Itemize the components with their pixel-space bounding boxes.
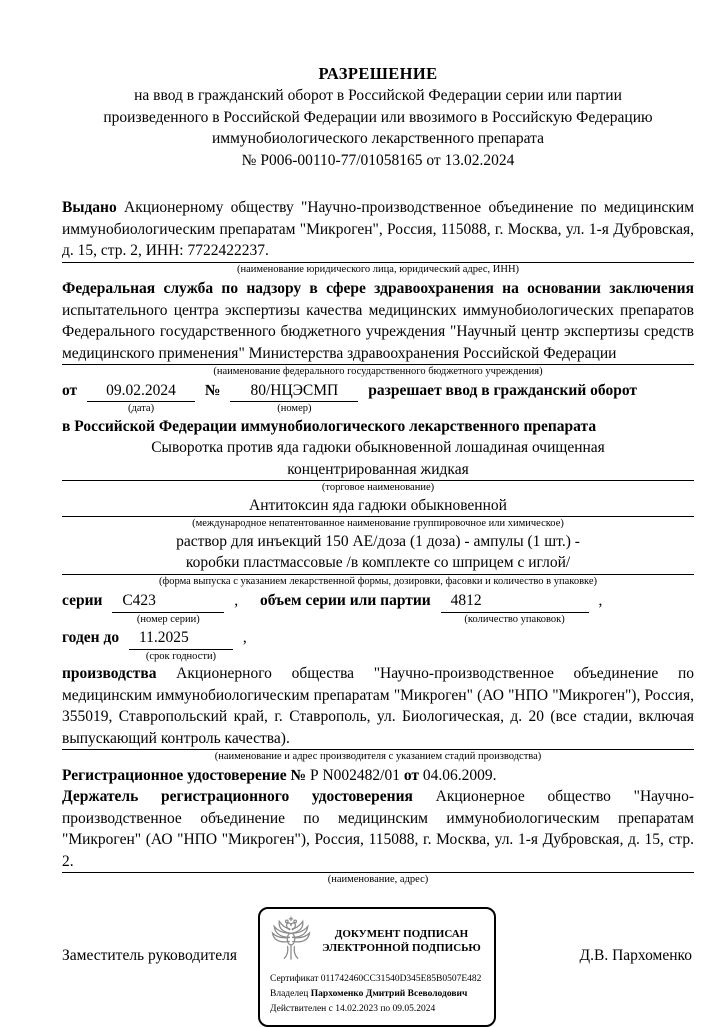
e-signature-stamp: [258, 907, 496, 1027]
inn-caption: (международное непатентованное наименование группировочное или химическое): [62, 517, 694, 531]
series-row: [62, 590, 694, 626]
decision-number-caption: (номер): [230, 402, 358, 416]
holder-paragraph: [62, 786, 694, 872]
decision-in-rf-line: в Российской Федерации иммунобиологического лекарственного препарата: [62, 416, 694, 438]
header-line-3: иммунобиологического лекарственного препарата: [62, 128, 694, 150]
series-caption: (номер серии): [112, 613, 224, 627]
expiry-comma: ,: [243, 627, 247, 649]
stamp-cert-label: Сертификат: [270, 974, 318, 984]
double-headed-eagle-icon: [270, 916, 312, 967]
decision-date-value: 09.02.2024: [87, 380, 195, 403]
header-line-2: произведенного в Российской Федерации или ввозимого в Российскую Федерацию: [62, 107, 694, 129]
form-caption: (форма выпуска с указанием лекарственной формы, дозировки, фасовки и количество в упаковке): [62, 575, 694, 589]
stamp-validity-line: Действителен с 14.02.2023 по 09.05.2024: [270, 1002, 484, 1016]
authority-label: Федеральная служба по надзору в сфере здравоохранения на основании заключения: [62, 280, 694, 297]
authority-text: испытательного центра экспертизы качества медицинских иммунобиологических препаратов Федерального государственного бюджетного учреждения "Научный центр экспертизы средств медицинского применения" Министерства здравоохранения Российской Федерации: [62, 302, 694, 362]
form-line-1: раствор для инъекций 150 АЕ/доза (1 доза) - ампулы (1 шт.) -: [62, 531, 694, 553]
signer-position: Заместитель руководителя: [62, 907, 258, 1027]
stamp-cert-value: 011742460CC31540D345E85B0507E482: [321, 974, 482, 984]
registration-label: Регистрационное удостоверение №: [62, 767, 306, 784]
inn-name-line: Антитоксин яда гадюки обыкновенной: [62, 495, 694, 517]
decision-row: [62, 380, 694, 416]
authority-caption: (наименование федерального государственного бюджетного учреждения): [62, 365, 694, 379]
expiry-label: годен до: [62, 627, 119, 649]
issued-caption: (наименование юридического лица, юридический адрес, ИНН): [62, 263, 694, 277]
decision-number-sign: №: [205, 380, 221, 402]
trade-name-line-1: Сыворотка против яда гадюки обыкновенной лошадиная очищенная: [62, 437, 694, 459]
volume-comma: ,: [598, 590, 602, 612]
series-label: серии: [62, 590, 102, 612]
decision-number-value: 80/НЦЭСМП: [230, 380, 358, 403]
manufacturer-text: Акционерного общества "Научно-производственное объединение по медицинским иммунобиологическим препаратам "Микроген" (АО "НПО "Микроген"), Россия, 355019, Ставропольский край, г. Ставрополь, ул. Биологическая, д. 20 (все стадии, включая выпускающий контроль качества).: [62, 665, 694, 747]
stamp-owner-value: Пархоменко Дмитрий Всеволодович: [311, 989, 468, 999]
holder-text: Акционерное общество "Научно-производственное объединение по медицинским иммунобиологическим препаратам "Микроген" (АО "НПО "Микроген"), Россия, 115088, г. Москва, ул. 1-я Дубровская, д. 15, стр. 2.: [62, 788, 694, 870]
trade-name-line-2: концентрированная жидкая: [62, 459, 694, 481]
stamp-title-line-2: ЭЛЕКТРОННОЙ ПОДПИСЬЮ: [322, 942, 481, 954]
series-field: [112, 590, 224, 626]
registration-number: Р N002482/01: [310, 767, 400, 784]
document-title: РАЗРЕШЕНИЕ: [62, 62, 694, 85]
stamp-title: [319, 927, 484, 956]
decision-allows-label: разрешает ввод в гражданский оборот: [368, 380, 637, 402]
decision-from-label: от: [62, 380, 77, 402]
manufacturer-caption: (наименование и адрес производителя с указанием стадий производства): [62, 750, 694, 764]
manufacturer-paragraph: [62, 663, 694, 749]
stamp-title-line-1: ДОКУМЕНТ ПОДПИСАН: [335, 928, 468, 940]
stamp-owner-line: [270, 987, 484, 1001]
holder-label: Держатель регистрационного удостоверения: [62, 788, 413, 805]
stamp-owner-label: Владелец: [270, 989, 308, 999]
holder-caption: (наименование, адрес): [62, 873, 694, 887]
registration-from-label: от: [404, 767, 419, 784]
expiry-field: [129, 627, 233, 663]
signer-name: Д.В. Пархоменко: [496, 907, 694, 1027]
expiry-row: [62, 627, 694, 663]
volume-label: объем серии или партии: [260, 590, 431, 612]
issued-paragraph: [62, 197, 694, 262]
issued-text: Акционерному обществу "Научно-производственное объединение по медицинским иммунобиологическим препаратам "Микроген", Россия, 115088, г. Москва, ул. 1-я Дубровская, д. 15, стр. 2, ИНН: 7722422237.: [62, 199, 694, 259]
decision-number-field: [230, 380, 358, 416]
manufacturer-label: производства: [62, 665, 156, 682]
form-line-2: коробки пластмассовые /в комплекте со шприцем с иглой/: [62, 552, 694, 574]
stamp-header: [270, 916, 484, 967]
authority-paragraph: [62, 278, 694, 364]
expiry-value: 11.2025: [129, 627, 233, 650]
expiry-caption: (срок годности): [129, 650, 233, 664]
decision-date-caption: (дата): [87, 402, 195, 416]
series-comma: ,: [234, 590, 238, 612]
header-line-1: на ввод в гражданский оборот в Российской Федерации серии или партии: [62, 85, 694, 107]
stamp-certificate-line: [270, 972, 484, 986]
decision-date-field: [87, 380, 195, 416]
permit-number-line: № Р006-00110-77/01058165 от 13.02.2024: [62, 150, 694, 172]
series-value: С423: [112, 590, 224, 613]
signature-row: [62, 907, 694, 1027]
volume-caption: (количество упаковок): [441, 613, 589, 627]
issued-label: Выдано: [62, 199, 117, 216]
document-header: [62, 62, 694, 171]
registration-date: 04.06.2009.: [423, 767, 497, 784]
registration-line: [62, 765, 694, 787]
volume-field: [441, 590, 589, 626]
trade-name-caption: (торговое наименование): [62, 481, 694, 495]
volume-value: 4812: [441, 590, 589, 613]
